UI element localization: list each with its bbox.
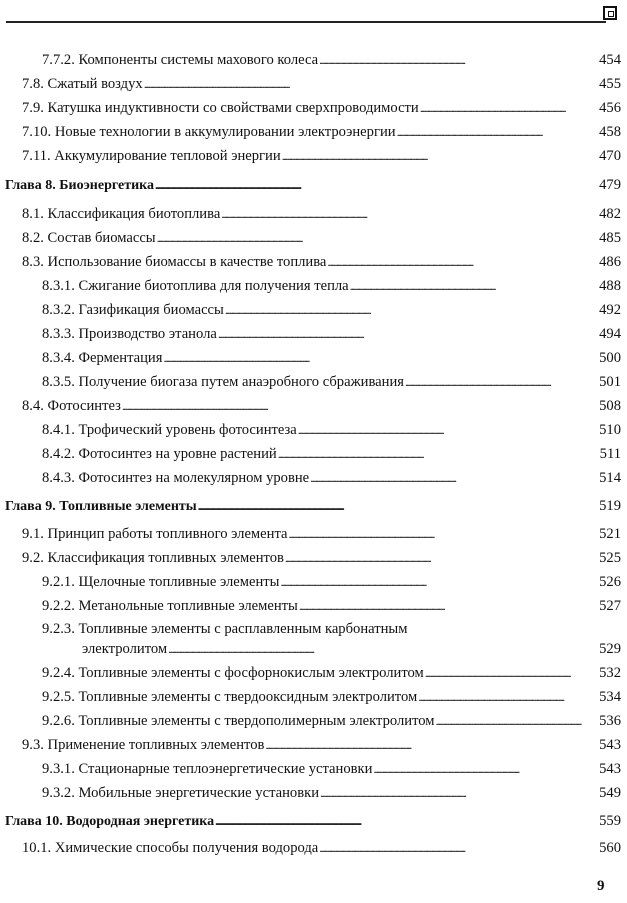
toc-entry (22, 525, 621, 543)
leader-dots (280, 573, 598, 591)
toc-entry-title: 9.2.1. Щелочные топливные элементы (42, 574, 280, 590)
toc-entry-title: 8.3.1. Сжигание биотоплива для получения тепла (42, 278, 349, 294)
toc-entry-title: 8.3.4. Ферментация (42, 350, 163, 366)
toc-entry-page: 536 (599, 713, 621, 729)
toc-entry-page: 519 (599, 498, 621, 514)
toc-entry-page: 492 (599, 302, 621, 318)
toc-entry-page: 527 (599, 598, 621, 614)
leader-dots (198, 497, 598, 516)
toc-entry-title: 7.10. Новые технологии в аккумулировании электроэнергии (22, 124, 396, 140)
leader-dots (397, 123, 599, 141)
toc-entry-title: 9.3. Применение топливных элементов (22, 737, 265, 753)
toc-entry (42, 573, 621, 591)
toc-chapter-title: Глава 10. Водородная энергетика (5, 814, 215, 829)
leader-dots (319, 51, 598, 69)
toc-entry-title: 8.3.5. Получение биогаза путем анаэробного сбраживания (42, 374, 404, 390)
toc-entry-title: 9.2.4. Топливные элементы с фосфорнокислым электролитом (42, 665, 424, 681)
toc-entry-title: 8.4.2. Фотосинтез на уровне растений (42, 446, 277, 462)
toc-entry (22, 839, 621, 857)
toc-entry-page: 454 (599, 52, 621, 68)
toc-entry-title: 7.7.2. Компоненты системы махового колеса (42, 52, 319, 68)
leader-dots (285, 549, 598, 567)
leader-dots (157, 229, 598, 247)
toc-entry-title: 8.4. Фотосинтез (22, 398, 121, 414)
toc-entry-page: 508 (599, 398, 621, 414)
toc-entry-page: 458 (599, 124, 621, 140)
toc-entry-page: 456 (599, 100, 621, 116)
toc-entry-title: 8.3.3. Производство этанола (42, 326, 217, 342)
toc-entry-title: 8.3.2. Газификация биомассы (42, 302, 224, 318)
leader-dots (225, 301, 598, 319)
toc-entry (22, 549, 621, 567)
toc-entry (42, 325, 621, 343)
toc-entry-title: 9.3.1. Стационарные теплоэнергетические установки (42, 761, 373, 777)
leader-dots (405, 373, 598, 391)
leader-dots (122, 397, 598, 415)
leader-dots (282, 147, 598, 165)
toc-entry-page: 511 (599, 446, 621, 462)
leader-dots (298, 421, 598, 439)
toc-entry (42, 712, 621, 730)
toc-entry (42, 349, 621, 367)
leader-dots (163, 349, 598, 367)
toc-chapter-title: Глава 8. Биоэнергетика (5, 178, 155, 193)
toc-entry (42, 51, 621, 69)
leader-dots (436, 712, 599, 730)
leader-dots (218, 325, 598, 343)
toc-entry-page: 521 (599, 526, 621, 542)
toc-entry-title: 10.1. Химические способы получения водорода (22, 840, 319, 856)
leader-dots (319, 839, 598, 857)
toc-entry-page: 494 (599, 326, 621, 342)
toc-entry (42, 421, 621, 439)
toc-entry-title: 8.3. Использование биомассы в качестве топлива (22, 254, 327, 270)
toc-chapter (5, 176, 621, 195)
toc-entry (42, 688, 621, 706)
toc-entry-title: 9.2.5. Топливные элементы с твердооксидным электролитом (42, 689, 418, 705)
toc-entry-page: 510 (599, 422, 621, 438)
toc-entry-page: 470 (599, 148, 621, 164)
toc-entry-first-line: 9.2.3. Топливные элементы с расплавленным карбонатным (42, 621, 408, 637)
leader-dots (215, 812, 598, 831)
leader-dots (168, 640, 598, 658)
toc-entry-page: 560 (599, 840, 621, 856)
leader-dots (418, 688, 598, 706)
toc-entry-page: 543 (599, 737, 621, 753)
toc-entry (82, 640, 621, 658)
toc-entry-page: 525 (599, 550, 621, 566)
toc-entry-page: 488 (599, 278, 621, 294)
leader-dots (310, 469, 598, 487)
toc-entry-page: 532 (599, 665, 621, 681)
toc-entry-title: 9.2. Классификация топливных элементов (22, 550, 284, 566)
toc-entry (22, 75, 621, 93)
leader-dots (221, 205, 598, 223)
toc-entry-title: 9.2.2. Метанольные топливные элементы (42, 598, 298, 614)
toc-entry (42, 277, 621, 295)
toc-entry-page: 479 (599, 177, 621, 193)
leader-dots (320, 784, 598, 802)
toc-entry-page: 549 (599, 785, 621, 801)
page-number: 9 (597, 878, 605, 894)
toc-entry-title: 9.2.6. Топливные элементы с твердополимерным электролитом (42, 713, 435, 729)
toc-entry (22, 229, 621, 247)
toc-entry (22, 99, 621, 117)
toc-entry-title: 7.8. Сжатый воздух (22, 76, 143, 92)
toc-entry (42, 301, 621, 319)
toc-entry (22, 397, 621, 415)
leader-dots (373, 760, 598, 778)
leader-dots (278, 445, 599, 463)
toc-entry-title: 8.4.1. Трофический уровень фотосинтеза (42, 422, 297, 438)
toc-entry (42, 469, 621, 487)
toc-entry-page: 543 (599, 761, 621, 777)
toc-entry-title: 8.4.3. Фотосинтез на молекулярном уровне (42, 470, 310, 486)
toc-entry-page: 455 (599, 76, 621, 92)
toc-entry-title: 7.9. Катушка индуктивности со свойствами сверхпроводимости (22, 100, 419, 116)
toc-entry-page: 526 (599, 574, 621, 590)
leader-dots (299, 597, 598, 615)
toc-entry-page: 534 (599, 689, 621, 705)
toc-entry-page: 486 (599, 254, 621, 270)
leader-dots (265, 736, 598, 754)
toc-entry (42, 760, 621, 778)
toc-entry-page: 501 (599, 374, 621, 390)
toc-entry-title: 9.1. Принцип работы топливного элемента (22, 526, 288, 542)
toc-chapter-title: Глава 9. Топливные элементы (5, 499, 197, 514)
toc-entry-title: 7.11. Аккумулирование тепловой энергии (22, 148, 281, 164)
toc-entry-title: 9.3.2. Мобильные энергетические установки (42, 785, 320, 801)
leader-dots (420, 99, 598, 117)
toc-entry-title: электролитом (82, 641, 168, 657)
toc-entry-page: 514 (599, 470, 621, 486)
toc-entry-page: 529 (599, 641, 621, 657)
toc-entry (42, 664, 621, 682)
leader-dots (144, 75, 598, 93)
toc-entry-page: 485 (599, 230, 621, 246)
toc-entry (42, 445, 621, 463)
toc-entry (42, 597, 621, 615)
toc-entry-page: 559 (599, 813, 621, 829)
toc-entry (42, 373, 621, 391)
toc-chapter (5, 497, 621, 516)
leader-dots (350, 277, 598, 295)
toc-entry (22, 147, 621, 165)
leader-dots (327, 253, 598, 271)
leader-dots (425, 664, 598, 682)
toc-chapter (5, 812, 621, 831)
toc-entry (22, 123, 621, 141)
toc-entry (22, 253, 621, 271)
toc-entry-page: 482 (599, 206, 621, 222)
leader-dots (288, 525, 598, 543)
toc-entry (22, 205, 621, 223)
toc-entry (42, 784, 621, 802)
toc-entry (22, 736, 621, 754)
leader-dots (155, 176, 598, 195)
toc-entry-title: 8.1. Классификация биотоплива (22, 206, 221, 222)
toc-entry-page: 500 (599, 350, 621, 366)
toc-entry-title: 8.2. Состав биомассы (22, 230, 156, 246)
